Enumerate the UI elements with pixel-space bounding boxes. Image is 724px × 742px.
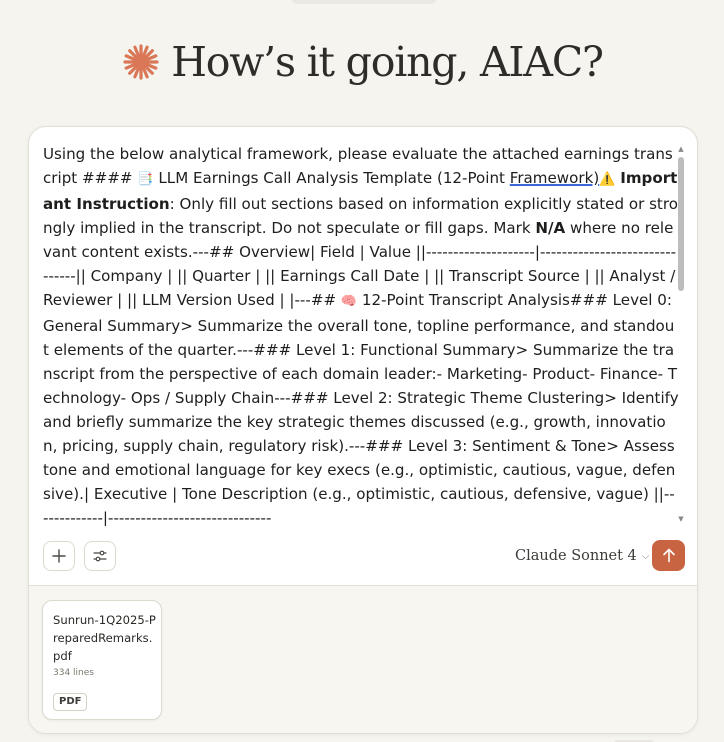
prompt-segment: Using the below analytical framework, please evaluate the attached earnings transcript #### [43,145,673,187]
prompt-bold-na: N/A [535,219,566,237]
prompt-segment: 12-Point Transcript Analysis### Level 0: General Summary> Summarize the overall tone, topline performance, and standout elements of the quarter.---### Level 1: Functional Summary> Summarize the transcript from the perspective of each domain leader:- Marketing- Product- Finance- Technology- Ops / Supply Chain---### Level 2: Strategic Theme Clustering> Identify and briefly summarize the key strategic themes discussed (e.g., growth, innovation, pricing, supply chain, regulatory risk).---### Level 3: Sentiment & Tone> Assess tone and emotional language for key execs (e.g., optimistic, cautious, vague, defensive).| Executive | Tone Description (e.g., optimistic, cautious, defensive, vague) ||-------------|------------------------------ [43,291,679,526]
prompt-textarea[interactable] [29,127,698,527]
attachment-card[interactable] [42,600,162,720]
prompt-segment: : Only fill out sections based on information explicitly stated or strongly implied in the transcript. Do not speculate or fill gaps. Mark [43,195,678,237]
arrow-up-icon [662,548,676,563]
attachment-file-name: Sunrun-1Q2025-PreparedRemarks.pdf [53,613,156,663]
model-selector[interactable] [515,545,649,567]
top-tab [290,0,438,4]
send-button[interactable] [652,540,685,571]
attachment-line-count: 334 lines [53,668,94,678]
asterisk-logo-icon [121,42,161,82]
plus-icon [52,549,66,563]
chevron-down-icon: ⌵ [641,550,650,562]
prompt-segment: where no relevant content exists.---## Overview| Field | Value ||--------------------|-------------------------------|| Company | || Quarter | || Earnings Call Date | || Transcript Source | || Analyst / Reviewer | || LLM Version Used | |---## [43,219,677,309]
attachment-tray [29,585,698,734]
add-content-button[interactable] [43,541,75,571]
scroll-down-arrow-icon[interactable]: ▼ [678,515,684,523]
scroll-up-arrow-icon[interactable]: ▲ [678,145,684,153]
bookmark-tabs-icon: 📑 [137,172,154,187]
brain-icon: 🧠 [340,294,358,309]
prompt-underlined-word: Framework) [509,169,600,187]
tools-button[interactable] [84,541,116,571]
scrollbar-thumb[interactable] [678,157,684,291]
attachment-type-badge: PDF [53,693,87,711]
model-label: Claude Sonnet 4 [515,548,637,564]
composer [28,126,698,734]
sliders-icon [93,549,107,563]
warning-icon: ⚠️ [599,172,616,187]
greeting [0,34,724,90]
prompt-text[interactable] [43,142,679,526]
prompt-bold-heading: Important Instruction [43,169,678,213]
prompt-segment: LLM Earnings Call Analysis Template (12-Point [153,169,510,187]
composer-toolbar [29,527,698,585]
greeting-title: How’s it going, AIAC? [171,38,603,86]
prompt-scrollbar[interactable] [677,145,685,523]
